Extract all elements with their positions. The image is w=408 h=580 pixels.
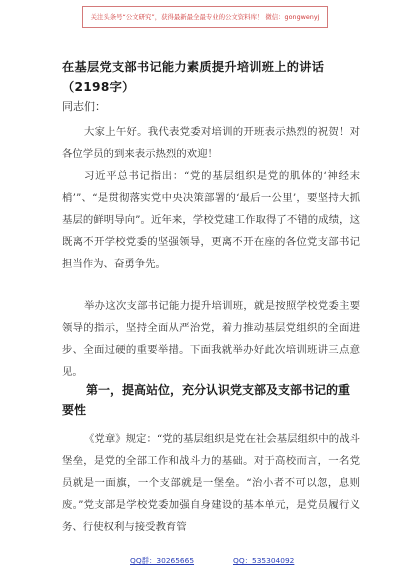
paragraph-purpose: 举办这次支部书记能力提升培训班，就是按照学校党委主要领导的指示，坚持全面从严治党，着力推动基层党组织的全面进步、全面过硬的重要举措。下面我就举办好此次培训班讲三点意见。 xyxy=(62,300,360,378)
salutation: 同志们： xyxy=(62,100,106,113)
paragraph-party-constitution: 《党章》规定：“党的基层组织是党在社会基层组织中的战斗堡垒，是党的全部工作和战斗力的基础。对于高校而言，一名党员就是一面旗，一个支部就是一堡垒。“治小者不可以忽，息则废。”党支部是学校党委加强自身建设的基本单元，是党员履行义务、行使权利与接受教育管 xyxy=(62,433,360,533)
footer-qq-group-link[interactable]: QQ群：30265665 xyxy=(130,556,195,565)
document-title: 在基层党支部书记能力素质提升培训班上的讲话（2198字） xyxy=(62,60,325,94)
paragraph-greeting: 大家上午好。我代表党委对培训的开班表示热烈的祝贺！对各位学员的到来表示热烈的欢迎！ xyxy=(62,126,360,160)
paragraph-quote: 习近平总书记指出：“党的基层组织是党的肌体的‘神经末梢’”、“是贯彻落实党中央决策部署的‘最后一公里’，要坚持大抓基层的鲜明导向”。近年来，学校党建工作取得了不错的成绩，这既离不开学校党委的坚强领导，更离不开在座的各位党支部书记担当作为、奋勇争先。 xyxy=(62,170,360,270)
promo-banner xyxy=(82,6,328,28)
promo-banner-text: 关注头条号“公文研究”，获得最新最全最专业的公文资料库！ 微信：gongwenyj xyxy=(90,13,320,21)
section-heading-1: 第一，提高站位，充分认识党支部及支部书记的重要性 xyxy=(62,383,351,417)
footer-qq-link[interactable]: QQ：535304092 xyxy=(233,556,295,565)
